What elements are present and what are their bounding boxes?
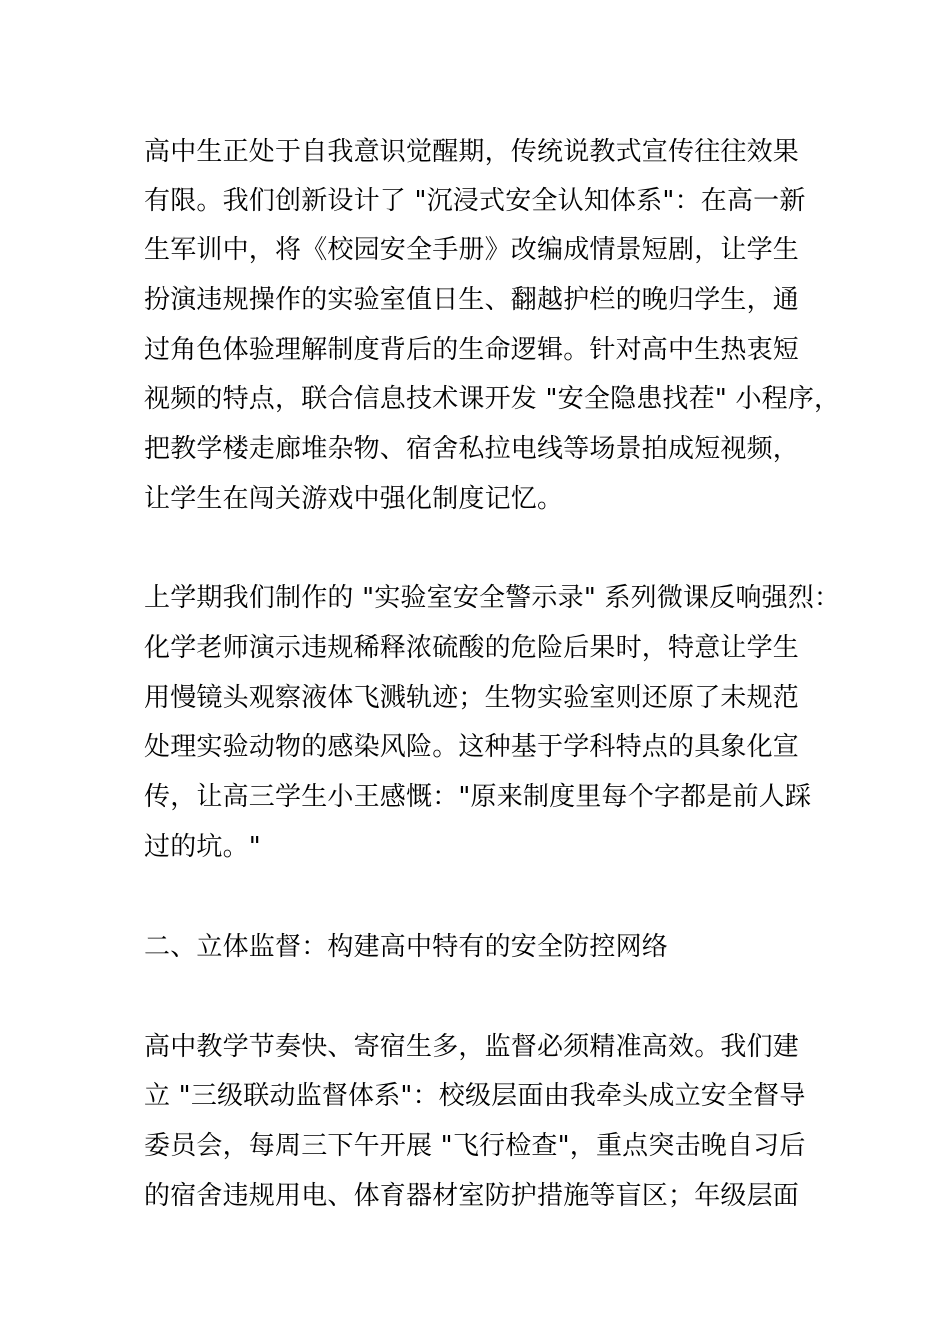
- text-line: 视频的特点，联合信息技术课开发 "安全隐患找茬" 小程序，: [144, 384, 841, 414]
- text-line: 过的坑。": [144, 832, 261, 862]
- text-line: 生军训中，将《校园安全手册》改编成情景短剧，让学生: [144, 235, 800, 265]
- text-line: 立 "三级联动监督体系"：校级层面由我牵头成立安全督导: [144, 1081, 806, 1111]
- text-line: 用慢镜头观察液体飞溅轨迹；生物实验室则还原了未规范: [144, 683, 800, 713]
- text-line: 化学老师演示违规稀释浓硫酸的危险后果时，特意让学生: [144, 633, 800, 663]
- text-line: 上学期我们制作的 "实验室安全警示录" 系列微课反响强烈：: [144, 583, 841, 613]
- text-line: 扮演违规操作的实验室值日生、翻越护栏的晚归学生，通: [144, 285, 800, 315]
- text-line: 委员会，每周三下午开展 "飞行检查"，重点突击晚自习后: [144, 1131, 806, 1161]
- text-line: 的宿舍违规用电、体育器材室防护措施等盲区；年级层面: [144, 1181, 800, 1211]
- text-line: 有限。我们创新设计了 "沉浸式安全认知体系"：在高一新: [144, 186, 806, 216]
- text-line: 过角色体验理解制度背后的生命逻辑。针对高中生热衷短: [144, 335, 800, 365]
- text-line: 把教学楼走廊堆杂物、宿舍私拉电线等场景拍成短视频，: [144, 434, 800, 464]
- text-line: 传，让高三学生小王感慨："原来制度里每个字都是前人踩: [144, 782, 812, 812]
- text-line: 让学生在闯关游戏中强化制度记忆。: [144, 484, 564, 514]
- section-heading: 二、立体监督：构建高中特有的安全防控网络: [144, 932, 669, 962]
- text-line: 处理实验动物的感染风险。这种基于学科特点的具象化宣: [144, 732, 800, 762]
- text-line: 高中生正处于自我意识觉醒期，传统说教式宣传往往效果: [144, 137, 800, 167]
- text-line: 高中教学节奏快、寄宿生多，监督必须精准高效。我们建: [144, 1032, 800, 1062]
